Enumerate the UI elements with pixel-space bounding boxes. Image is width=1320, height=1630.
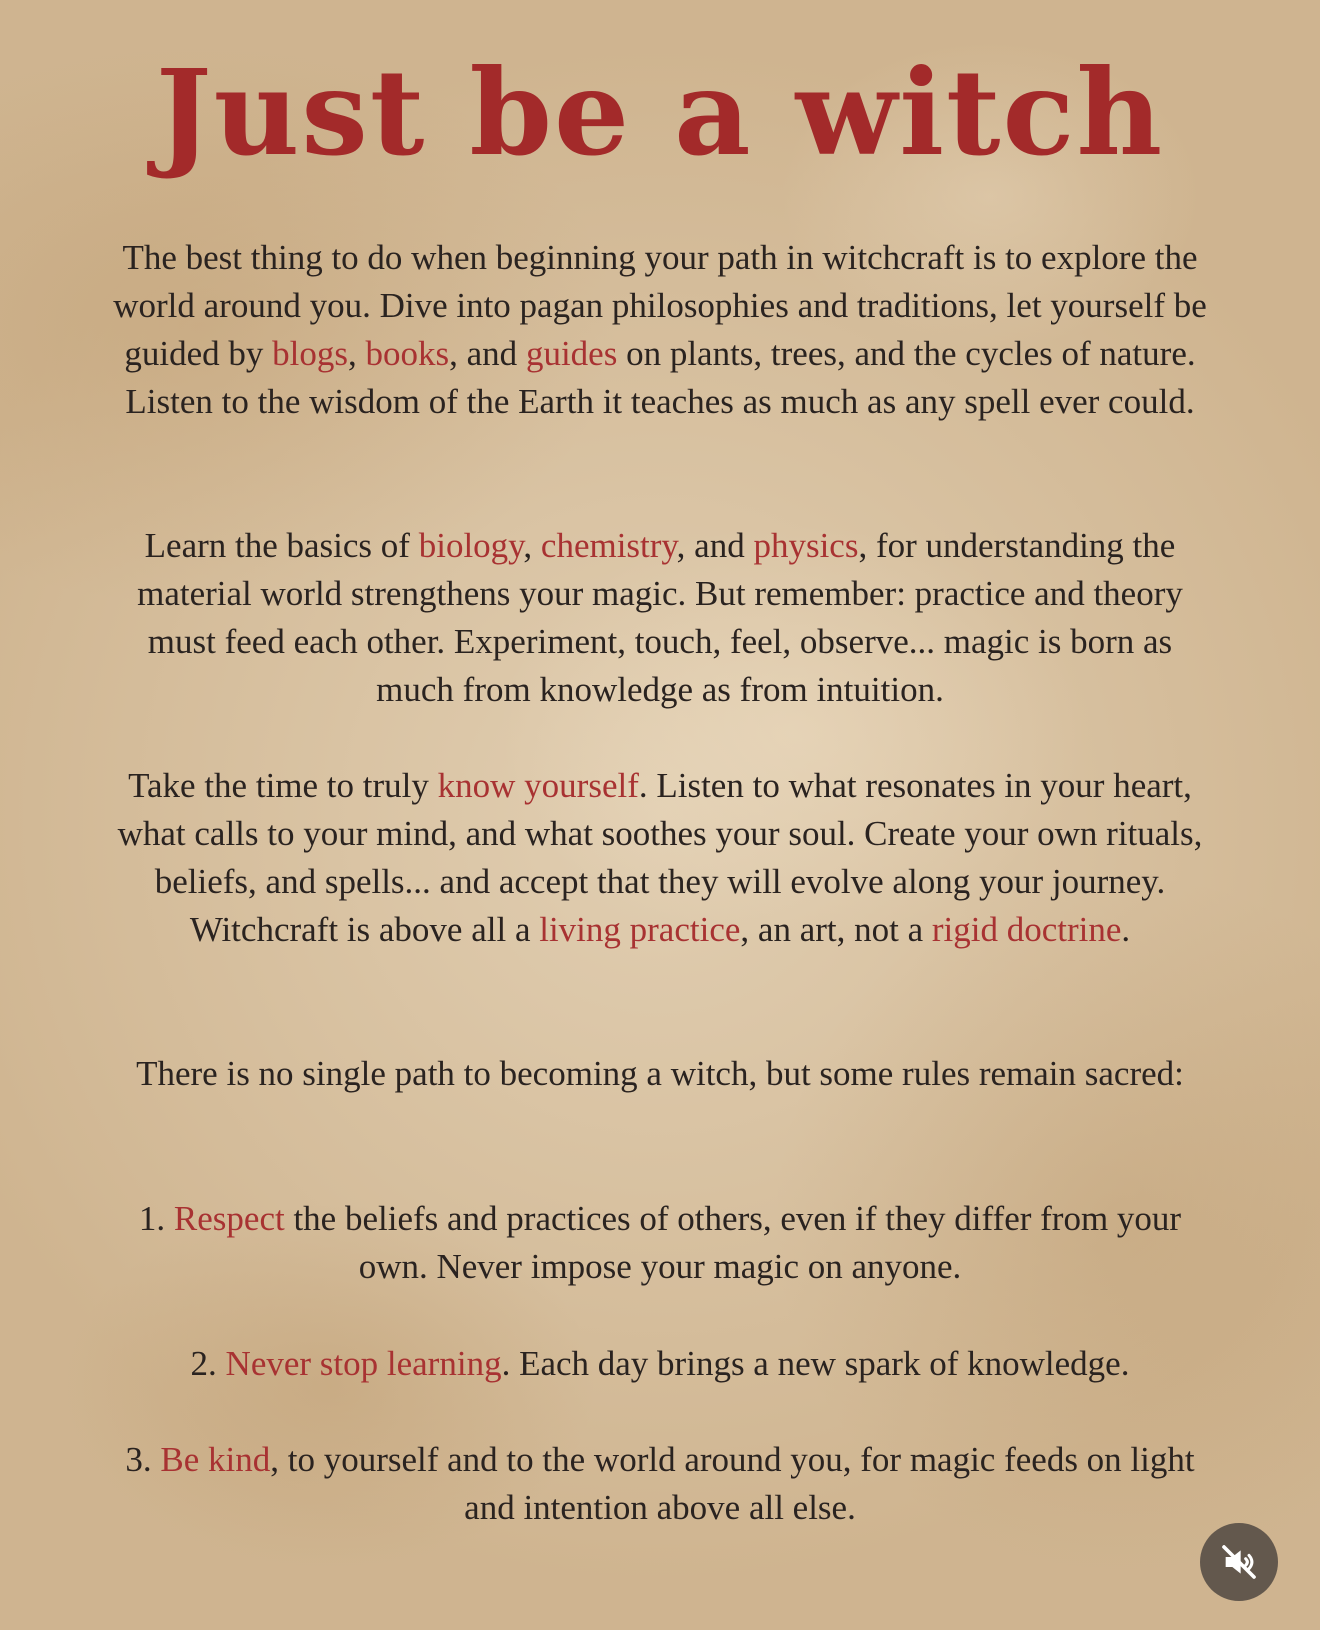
paragraph-explore — [110, 234, 1210, 426]
highlight-rigid-doctrine: rigid doctrine — [931, 910, 1122, 949]
highlight-physics: physics — [753, 526, 859, 565]
highlight-living-practice: living practice — [539, 910, 741, 949]
paragraph-text: Take the time to truly — [128, 766, 438, 805]
paragraph-text: Learn the basics of — [144, 526, 419, 565]
muted-speaker-icon — [1219, 1542, 1259, 1582]
paragraph-sciences — [110, 522, 1210, 714]
rule-number: 3. — [125, 1440, 161, 1479]
paragraph-text: , for understanding the material world strengthens your magic. But remember: practice and theory must feed each other. Experiment, touch, feel, observe... magic is born as much from knowledge as from intuition. — [137, 526, 1183, 709]
highlight-know-yourself: know yourself — [437, 766, 639, 805]
rule-item-learning — [110, 1340, 1210, 1388]
paragraph-text: . Listen to what resonates in your heart, what calls to your mind, and what soothes your soul. Create your own rituals, beliefs, and spells... and accept that they will evolve along your journey. Witchcraft is above all a — [117, 766, 1203, 949]
paragraph-text: , and — [449, 334, 526, 373]
paragraph-text: , and — [676, 526, 754, 565]
paragraph-text: The best thing to do when beginning your path in witchcraft is to explore the world around you. Dive into pagan philosophies and traditions, let yourself be guided by — [113, 238, 1207, 373]
paragraph-text: , — [523, 526, 541, 565]
paragraph-rules-intro: There is no single path to becoming a witch, but some rules remain sacred: — [136, 1054, 1184, 1093]
paragraph-text: , — [348, 334, 366, 373]
highlight-be-kind: Be kind — [160, 1440, 271, 1479]
paragraph-text: , an art, not a — [740, 910, 932, 949]
highlight-guides: guides — [525, 334, 618, 373]
page-title: Just be a witch — [155, 43, 1165, 182]
rule-text: . Each day brings a new spark of knowledge. — [501, 1344, 1130, 1383]
mute-toggle-button[interactable] — [1200, 1523, 1278, 1601]
highlight-books: books — [365, 334, 450, 373]
paragraph-text: . — [1121, 910, 1131, 949]
rule-number: 2. — [190, 1344, 226, 1383]
rule-text: the beliefs and practices of others, even if they differ from your own. Never impose your magic on anyone. — [284, 1199, 1182, 1286]
highlight-chemistry: chemistry — [540, 526, 677, 565]
rule-number: 1. — [138, 1199, 174, 1238]
rule-item-kind — [110, 1436, 1210, 1532]
highlight-biology: biology — [418, 526, 524, 565]
rule-text: , to yourself and to the world around you, for magic feeds on light and intention above all else. — [270, 1440, 1195, 1527]
paragraph-text: on plants, trees, and the cycles of nature. Listen to the wisdom of the Earth it teaches as much as any spell ever could. — [125, 334, 1196, 421]
highlight-blogs: blogs — [272, 334, 349, 373]
highlight-never-stop-learning: Never stop learning — [225, 1344, 502, 1383]
highlight-respect: Respect — [173, 1199, 285, 1238]
paragraph-know-yourself — [110, 762, 1210, 954]
rule-item-respect — [110, 1195, 1210, 1291]
